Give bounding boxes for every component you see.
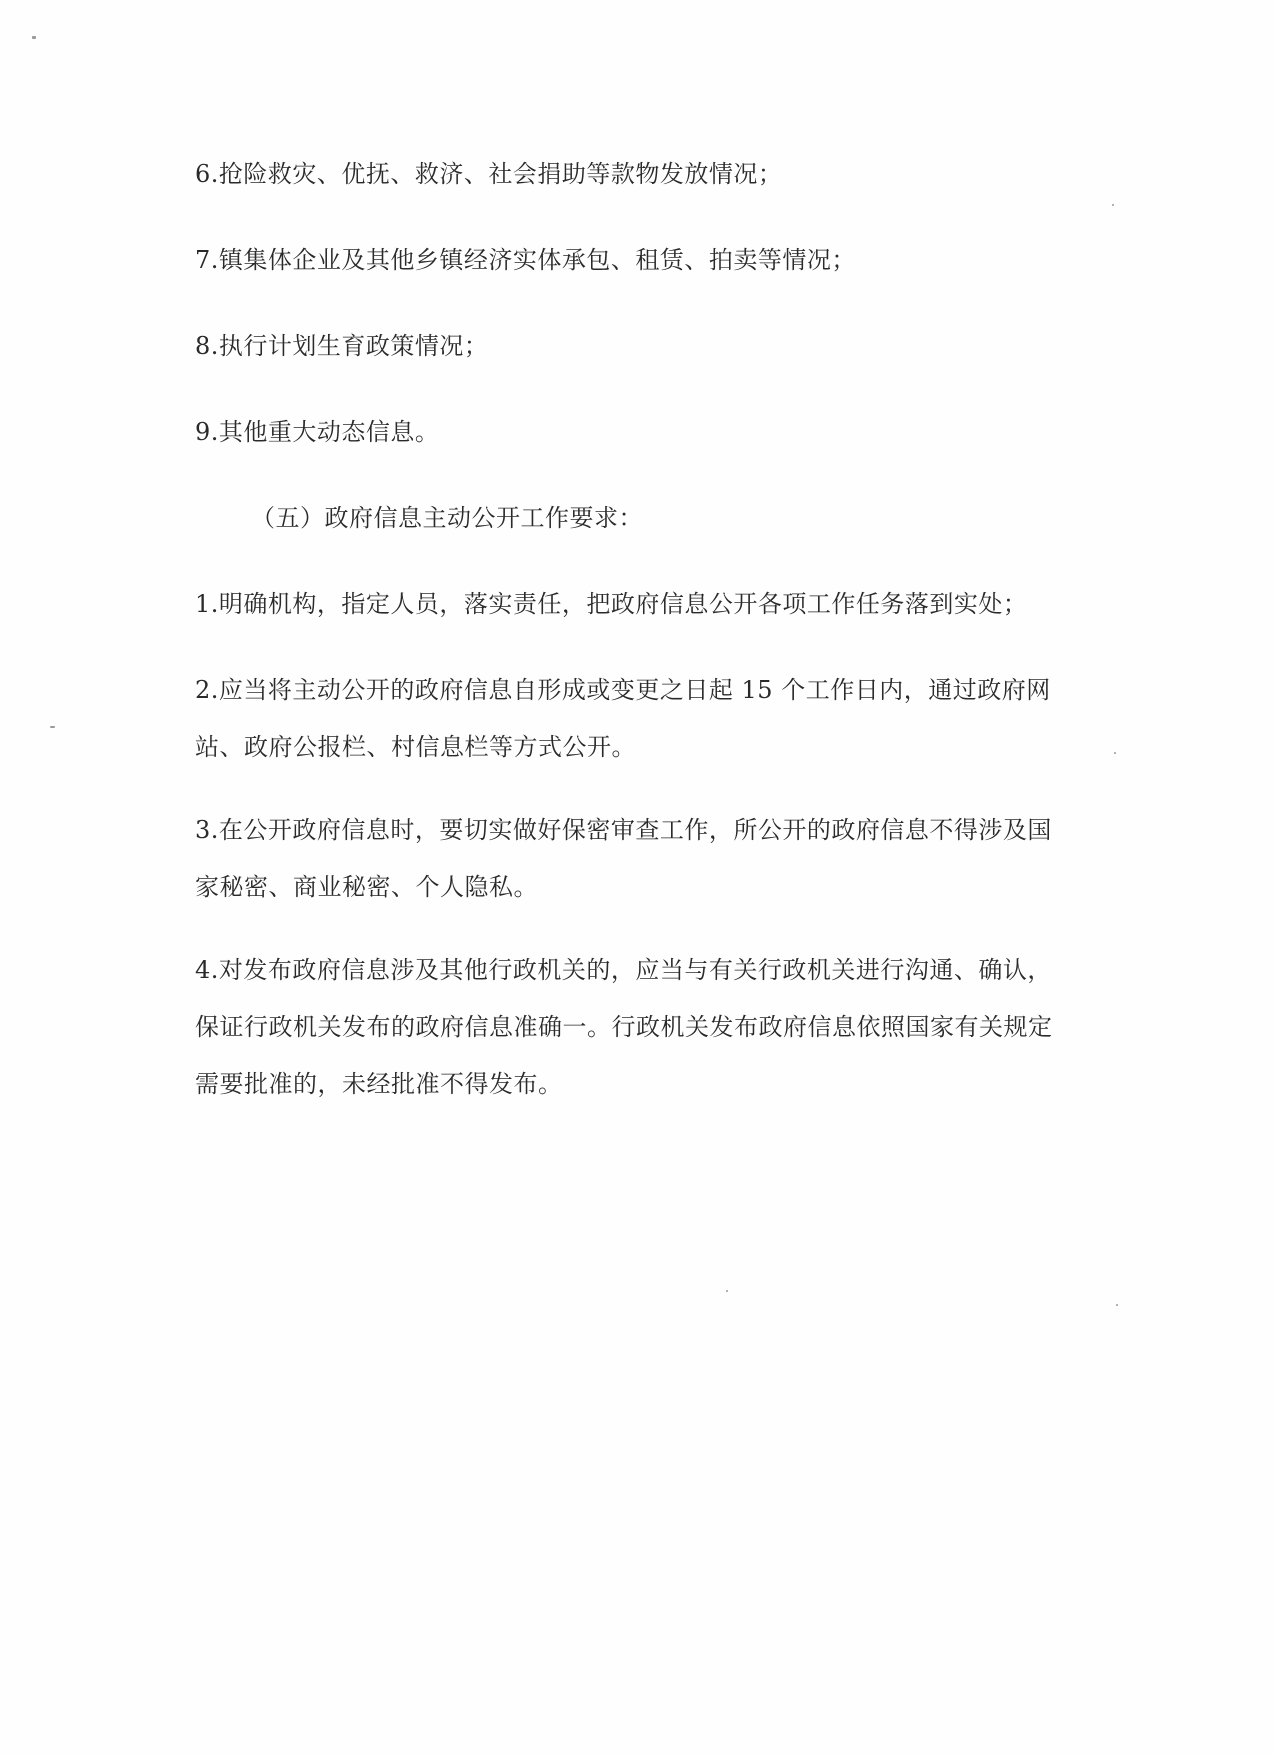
text-line: 8.执行计划生育政策情况；: [195, 332, 489, 360]
requirement-item-3: [195, 816, 1052, 902]
text-line: 2.应当将主动公开的政府信息自形成或变更之日起 15 个工作日内，通过政府网: [195, 676, 1051, 704]
text-line: 6.抢险救灾、优抚、救济、社会捐助等款物发放情况；: [195, 160, 783, 188]
list-item-8: [195, 332, 488, 361]
text-line: 7.镇集体企业及其他乡镇经济实体承包、租赁、拍卖等情况；: [195, 246, 856, 274]
text-line: 家秘密、商业秘密、个人隐私。: [195, 872, 538, 901]
text-line: 站、政府公报栏、村信息栏等方式公开。: [195, 732, 636, 761]
text-line: 保证行政机关发布的政府信息准确一。行政机关发布政府信息依照国家有关规定: [195, 1012, 1053, 1041]
list-item-6: [195, 160, 782, 189]
scan-speck: [726, 1290, 728, 1292]
text-line: 4.对发布政府信息涉及其他行政机关的，应当与有关行政机关进行沟通、确认，: [195, 956, 1052, 984]
scan-speck: [1114, 752, 1116, 754]
text-line: （五）政府信息主动公开工作要求：: [251, 504, 643, 532]
text-line: 3.在公开政府信息时，要切实做好保密审查工作，所公开的政府信息不得涉及国: [195, 816, 1052, 844]
text-line: 需要批准的，未经批准不得发布。: [195, 1069, 563, 1098]
text-line: 9.其他重大动态信息。: [195, 418, 440, 446]
scan-speck: [50, 726, 55, 728]
list-item-9: [195, 418, 439, 447]
requirement-item-4: [195, 956, 1053, 1098]
requirement-item-1: [195, 590, 1027, 619]
requirement-item-2: [195, 676, 1051, 762]
list-item-7: [195, 246, 856, 275]
scan-speck: [1116, 1304, 1118, 1306]
section-heading: [195, 504, 643, 533]
scan-speck: [32, 36, 36, 39]
text-line: 1.明确机构，指定人员，落实责任，把政府信息公开各项工作任务落到实处；: [195, 590, 1028, 618]
scan-speck: [1112, 204, 1114, 206]
